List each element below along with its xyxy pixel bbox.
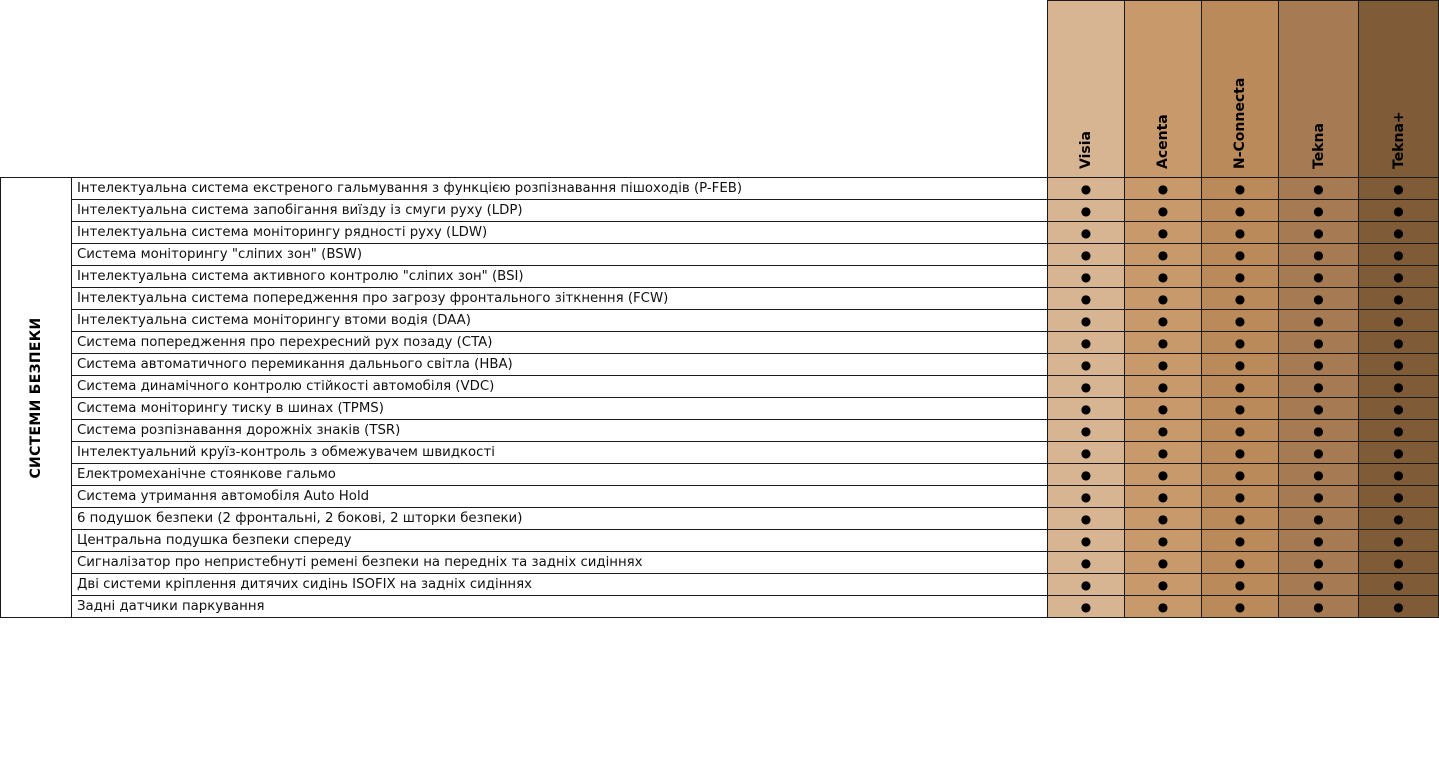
availability-mark: ● [1048, 222, 1125, 244]
availability-mark: ● [1202, 398, 1279, 420]
feature-name: Інтелектуальна система моніторингу втоми водія (DAA) [72, 310, 1048, 332]
availability-mark: ● [1202, 530, 1279, 552]
availability-mark: ● [1125, 354, 1202, 376]
table-body [1, 178, 1439, 618]
availability-mark: ● [1359, 596, 1439, 618]
availability-mark: ● [1202, 552, 1279, 574]
column-header-tekna-plus [1359, 1, 1439, 178]
availability-mark: ● [1202, 442, 1279, 464]
feature-name: Система моніторингу "сліпих зон" (BSW) [72, 244, 1048, 266]
availability-mark: ● [1048, 596, 1125, 618]
availability-mark: ● [1048, 398, 1125, 420]
availability-mark: ● [1279, 376, 1359, 398]
table-row [1, 508, 1439, 530]
availability-mark: ● [1279, 310, 1359, 332]
feature-name: Центральна подушка безпеки спереду [72, 530, 1048, 552]
availability-mark: ● [1202, 420, 1279, 442]
availability-mark: ● [1279, 574, 1359, 596]
availability-mark: ● [1125, 486, 1202, 508]
table-row [1, 354, 1439, 376]
column-label: N-Connecta [1232, 77, 1248, 169]
table-row [1, 178, 1439, 200]
availability-mark: ● [1125, 332, 1202, 354]
availability-mark: ● [1202, 486, 1279, 508]
availability-mark: ● [1202, 354, 1279, 376]
availability-mark: ● [1279, 244, 1359, 266]
section-label: СИСТЕМИ БЕЗПЕКИ [28, 316, 44, 479]
availability-mark: ● [1202, 288, 1279, 310]
availability-mark: ● [1359, 266, 1439, 288]
availability-mark: ● [1125, 376, 1202, 398]
availability-mark: ● [1048, 200, 1125, 222]
feature-name: Система утримання автомобіля Auto Hold [72, 486, 1048, 508]
availability-mark: ● [1279, 552, 1359, 574]
availability-mark: ● [1202, 178, 1279, 200]
availability-mark: ● [1359, 464, 1439, 486]
table-row [1, 530, 1439, 552]
availability-mark: ● [1279, 530, 1359, 552]
availability-mark: ● [1279, 508, 1359, 530]
availability-mark: ● [1359, 376, 1439, 398]
availability-mark: ● [1048, 420, 1125, 442]
availability-mark: ● [1125, 310, 1202, 332]
table-row [1, 486, 1439, 508]
column-label: Acenta [1155, 114, 1171, 169]
availability-mark: ● [1279, 596, 1359, 618]
feature-name: Інтелектуальна система активного контролю "сліпих зон" (BSI) [72, 266, 1048, 288]
feature-name: Інтелектуальна система попередження про загрозу фронтального зіткнення (FCW) [72, 288, 1048, 310]
table-row [1, 310, 1439, 332]
feature-name: Система автоматичного перемикання дальнього світла (HBA) [72, 354, 1048, 376]
availability-mark: ● [1279, 486, 1359, 508]
availability-mark: ● [1359, 310, 1439, 332]
availability-mark: ● [1202, 310, 1279, 332]
table-row [1, 574, 1439, 596]
availability-mark: ● [1125, 442, 1202, 464]
availability-mark: ● [1202, 574, 1279, 596]
availability-mark: ● [1359, 552, 1439, 574]
header-row [1, 1, 1439, 178]
availability-mark: ● [1202, 266, 1279, 288]
feature-name: Інтелектуальний круїз-контроль з обмежувачем швидкості [72, 442, 1048, 464]
feature-name: Інтелектуальна система запобігання виїзду із смуги руху (LDP) [72, 200, 1048, 222]
feature-name: Інтелектуальна система екстреного гальмування з функцією розпізнавання пішоходів (P-FEB) [72, 178, 1048, 200]
availability-mark: ● [1048, 310, 1125, 332]
availability-mark: ● [1125, 398, 1202, 420]
table-row [1, 442, 1439, 464]
availability-mark: ● [1202, 596, 1279, 618]
table-row [1, 332, 1439, 354]
availability-mark: ● [1202, 200, 1279, 222]
availability-mark: ● [1125, 552, 1202, 574]
availability-mark: ● [1279, 442, 1359, 464]
feature-name: Сигналізатор про непристебнуті ремені безпеки на передніх та задніх сидіннях [72, 552, 1048, 574]
availability-mark: ● [1048, 376, 1125, 398]
column-header-visia [1048, 1, 1125, 178]
availability-mark: ● [1125, 508, 1202, 530]
table-row [1, 464, 1439, 486]
table-row [1, 596, 1439, 618]
feature-name: Електромеханічне стоянкове гальмо [72, 464, 1048, 486]
availability-mark: ● [1359, 332, 1439, 354]
availability-mark: ● [1125, 200, 1202, 222]
column-header-tekna [1279, 1, 1359, 178]
availability-mark: ● [1125, 244, 1202, 266]
availability-mark: ● [1202, 464, 1279, 486]
table-row [1, 420, 1439, 442]
feature-name: Інтелектуальна система моніторингу рядності руху (LDW) [72, 222, 1048, 244]
availability-mark: ● [1048, 574, 1125, 596]
availability-mark: ● [1279, 398, 1359, 420]
availability-mark: ● [1359, 530, 1439, 552]
availability-mark: ● [1279, 464, 1359, 486]
availability-mark: ● [1125, 574, 1202, 596]
availability-mark: ● [1202, 332, 1279, 354]
table-row [1, 398, 1439, 420]
availability-mark: ● [1279, 222, 1359, 244]
availability-mark: ● [1359, 244, 1439, 266]
availability-mark: ● [1279, 266, 1359, 288]
availability-mark: ● [1359, 354, 1439, 376]
column-header-acenta [1125, 1, 1202, 178]
availability-mark: ● [1125, 420, 1202, 442]
availability-mark: ● [1048, 508, 1125, 530]
column-header-n-connecta [1202, 1, 1279, 178]
column-label: Visia [1078, 131, 1094, 169]
availability-mark: ● [1202, 222, 1279, 244]
availability-mark: ● [1048, 354, 1125, 376]
availability-mark: ● [1359, 420, 1439, 442]
availability-mark: ● [1359, 442, 1439, 464]
availability-mark: ● [1125, 178, 1202, 200]
availability-mark: ● [1048, 178, 1125, 200]
availability-mark: ● [1359, 574, 1439, 596]
table-row [1, 266, 1439, 288]
table-row [1, 200, 1439, 222]
column-label: Tekna [1310, 123, 1327, 169]
table-row [1, 376, 1439, 398]
header-spacer [1, 1, 1048, 178]
availability-mark: ● [1125, 266, 1202, 288]
table-row [1, 244, 1439, 266]
availability-mark: ● [1125, 288, 1202, 310]
availability-mark: ● [1125, 530, 1202, 552]
column-label: Tekna+ [1390, 111, 1407, 169]
availability-mark: ● [1125, 596, 1202, 618]
availability-mark: ● [1359, 508, 1439, 530]
availability-mark: ● [1359, 222, 1439, 244]
table-row [1, 222, 1439, 244]
availability-mark: ● [1279, 288, 1359, 310]
section-label-cell [1, 178, 72, 618]
availability-mark: ● [1359, 178, 1439, 200]
availability-mark: ● [1125, 222, 1202, 244]
availability-mark: ● [1048, 552, 1125, 574]
feature-name: Система попередження про перехресний рух позаду (CTA) [72, 332, 1048, 354]
availability-mark: ● [1359, 398, 1439, 420]
availability-mark: ● [1359, 486, 1439, 508]
availability-mark: ● [1202, 244, 1279, 266]
availability-mark: ● [1048, 288, 1125, 310]
table-row [1, 552, 1439, 574]
feature-name: Система динамічного контролю стійкості автомобіля (VDC) [72, 376, 1048, 398]
availability-mark: ● [1048, 244, 1125, 266]
availability-mark: ● [1279, 178, 1359, 200]
feature-name: 6 подушок безпеки (2 фронтальні, 2 бокові, 2 шторки безпеки) [72, 508, 1048, 530]
feature-name: Задні датчики паркування [72, 596, 1048, 618]
availability-mark: ● [1279, 420, 1359, 442]
availability-mark: ● [1202, 376, 1279, 398]
feature-name: Дві системи кріплення дитячих сидінь ISOFIX на задніх сидіннях [72, 574, 1048, 596]
availability-mark: ● [1048, 442, 1125, 464]
feature-name: Система моніторингу тиску в шинах (TPMS) [72, 398, 1048, 420]
feature-name: Система розпізнавання дорожніх знаків (TSR) [72, 420, 1048, 442]
availability-mark: ● [1359, 200, 1439, 222]
availability-mark: ● [1202, 508, 1279, 530]
availability-mark: ● [1359, 288, 1439, 310]
availability-mark: ● [1279, 354, 1359, 376]
availability-mark: ● [1279, 332, 1359, 354]
availability-mark: ● [1279, 200, 1359, 222]
availability-mark: ● [1048, 266, 1125, 288]
availability-mark: ● [1048, 332, 1125, 354]
availability-mark: ● [1125, 464, 1202, 486]
table-row [1, 288, 1439, 310]
availability-mark: ● [1048, 530, 1125, 552]
availability-mark: ● [1048, 486, 1125, 508]
availability-mark: ● [1048, 464, 1125, 486]
